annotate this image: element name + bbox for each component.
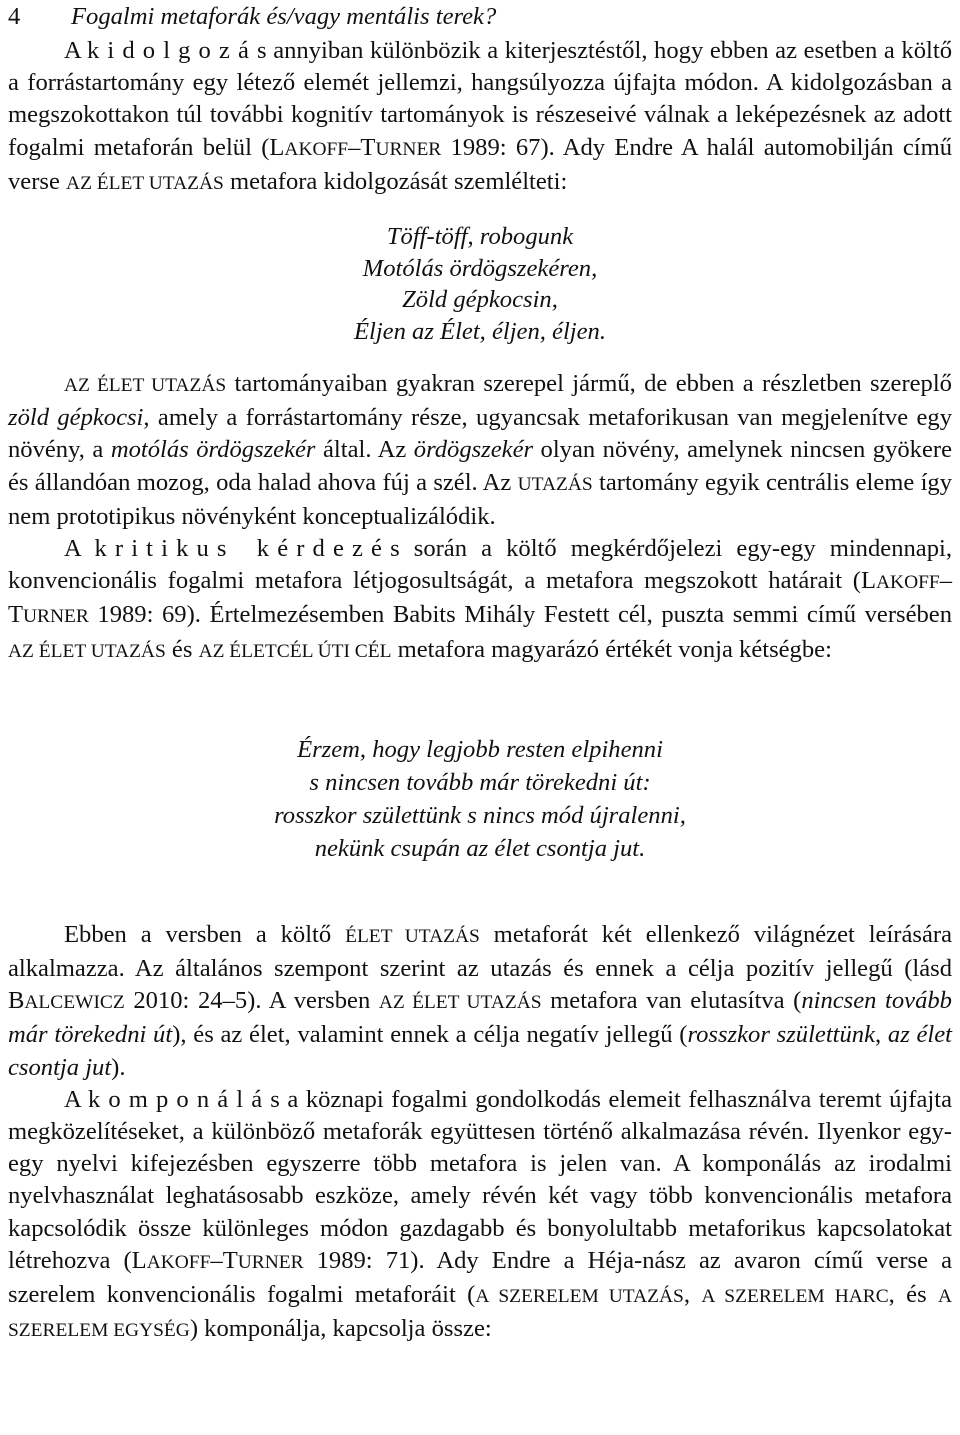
metaphor-label: AZ ÉLET UTAZÁS [378,992,542,1014]
term-kidolgozas: kidolgozás [87,37,275,64]
poem-quote-ady [8,221,952,347]
paragraph-kidolgozas: A kidolgozás annyiban különbözik a kiterjesztéstől, hogy ebben az esetben a költő a forrástartomány egy létező elemét jellemzi, hangsúlyozza újfajta módon. A kidolgozásban a megszokottakon túl további kognitív tartományok is részeseivé válnak a leképezésnek az adott fogalmi metaforán belül (LAKOFF–TURNER 1989: 67). Ady Endre A halál automobilján című verse AZ ÉLET UTAZÁS metafora kidolgozását szemlélteti: [8,37,952,195]
poem-line: Töff-töff, robogunk [386,223,574,251]
metaphor-label: A SZERELEM EGYSÉG [8,1286,953,1342]
term-komponalas: komponálás [87,1085,288,1113]
paragraph-komponalas: A komponálás a köznapi fogalmi gondolkodás elemeit felhasználva teremt újfajta megközelítéseket, a különböző metaforák együttesen történő alkalmazása révén. Ilyenkor egy-egy nyelvi kifejezésben egyszerre több metafora is jelen van. A komponálás az irodalmi nyelvhasználat leghatásosabb eszköze, amely révén két vagy több konvencionális metafora kapcsolódik össze különleges módon gazdagabb és bonyolultabb metaforikus kapcsolatokat létrehozva (LAKOFF–TURNER 1989: 71). Ady Endre a Héja-nász az avaron című verse a szerelem konvencionális fogalmi metaforáit (A SZERELEM UTAZÁS, A SZERELEM HARC, és A SZERELEM EGYSÉG) komponálja, kapcsolja össze: [8,1085,953,1343]
metaphor-label: AZ ÉLET UTAZÁS [64,375,227,397]
poem-line: nekünk csupán az élet csontja jut. [314,834,646,862]
paragraph-vilagnezet: Ebben a versben a költő ÉLET UTAZÁS metaforát két ellenkező világnézet leírására alkalmazza. Az általános szempont szerint az utazás és ennek a célja pozitív jellegű (lásd BALCEWICZ 2010: 24–5). A versben AZ ÉLET UTAZÁS metafora van elutasítva (nincsen tovább már törekedni út), és az élet, valamint ennek a célja negatív jellegű (rosszkor születtünk, az élet csontja jut). [8,920,953,1081]
poem-line: Éljen az Élet, éljen, éljen. [353,317,606,345]
poem-line: Érzem, hogy legjobb resten elpihenni [297,735,663,763]
page-header [8,2,952,32]
metaphor-label: A SZERELEM UTAZÁS [475,1286,684,1308]
term-kritikus-kerdezes: kritikus kérdezés [94,535,408,563]
poem-line: Motólás ördögszekéren, [362,254,598,282]
poem-line: rosszkor születtünk s nincs mód újralenni, [274,801,686,829]
metaphor-label: UTAZÁS [517,473,593,495]
metaphor-label: AZ ÉLET UTAZÁS [66,172,224,194]
poem-line: s nincsen tovább már törekedni út: [309,768,651,796]
metaphor-label: ÉLET UTAZÁS [345,925,480,947]
paragraph-elet-utazas: AZ ÉLET UTAZÁS tartományaiban gyakran szerepel jármű, de ebben a részletben szereplő zöld gépkocsi, amely a forrástartomány része, ugyancsak metaforikusan van megjelenítve egy növény, a motólás ördögszekér által. Az ördögszekér olyan növény, amelynek nincsen gyökere és állandóan mozog, oda halad ahova fúj a szél. Az UTAZÁS tartomány egyik centrális eleme így nem prototipikus növényként konceptualizálódik. [8,370,953,530]
metaphor-label: A SZERELEM HARC [701,1286,889,1308]
poem-line: Zöld gépkocsin, [402,286,558,314]
poem-quote-babits [8,733,952,865]
running-title: Fogalmi metaforák és/vagy mentális terek? [71,3,497,30]
metaphor-label: AZ ÉLET UTAZÁS [8,640,166,662]
page-number: 4 [8,3,21,30]
paragraph-kritikus-kerdezes: A kritikus kérdezés során a költő megkérdőjelezi egy-egy mindennapi, konvencionális fogalmi metafora létjogosultságát, a metafora megszokott határait (LAKOFF–TURNER 1989: 69). Értelmezésemben Babits Mihály Festett cél, puszta semmi című versében AZ ÉLET UTAZÁS és AZ ÉLETCÉL ÚTI CÉL metafora magyarázó értékét vonja kétségbe: [8,535,952,663]
metaphor-label: AZ ÉLETCÉL ÚTI CÉL [198,640,392,662]
